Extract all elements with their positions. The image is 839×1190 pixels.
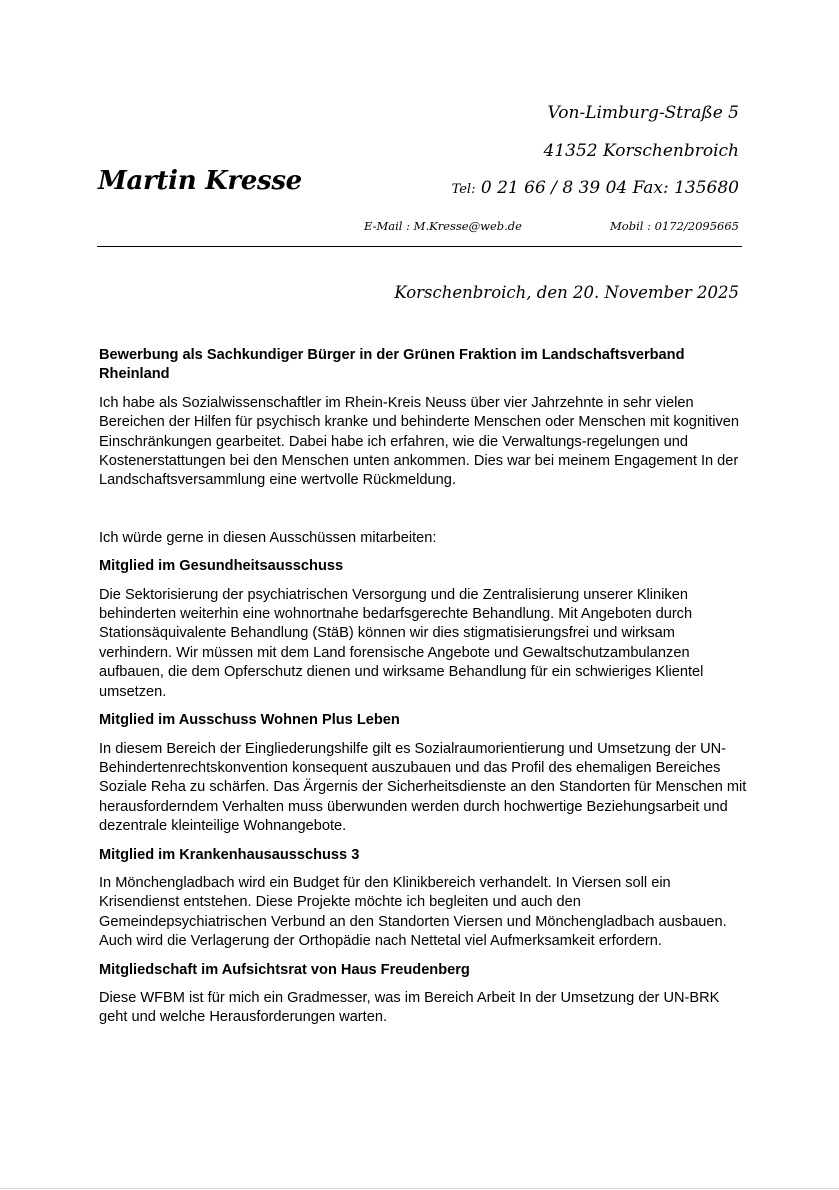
email-address: E-Mail : M.Kresse@web.de (364, 219, 522, 233)
letter-body (99, 346, 749, 1037)
phone-line (452, 178, 739, 198)
date-line: Korschenbroich, den 20. November 2025 (394, 283, 739, 302)
paragraph-gap (99, 500, 749, 529)
committees-intro: Ich würde gerne in diesen Ausschüssen mitarbeiten: (99, 529, 437, 546)
sender-name: Martin Kresse (98, 166, 302, 196)
mobile-number: Mobil : 0172/2095665 (610, 219, 739, 233)
page-bottom-edge (0, 1188, 839, 1189)
section-heading: Mitglied im Gesundheitsausschuss (99, 558, 344, 575)
intro-paragraph: Ich habe als Sozialwissenschaftler im Rhein-Kreis Neuss über vier Jahrzehnte in sehr vielen Bereichen der Hilfen für psychisch kranke und behinderte Menschen oder Menschen mit kognitiven Einschränkungen gearbeitet. Dabei habe ich erfahren, wie die Verwaltungs-regelungen und Kostenerstattungen bei den Menschen unten ankommen. Dies war bei meinem Engagement In der Landschaftsversammlung eine wertvolle Rückmeldung. (99, 394, 740, 489)
subject-heading: Bewerbung als Sachkundiger Bürger in der Grünen Fraktion im Landschaftsverband Rheinland (99, 347, 685, 383)
section-heading: Mitglied im Krankenhausausschuss 3 (99, 846, 360, 863)
section-text: Diese WFBM ist für mich ein Gradmesser, was im Bereich Arbeit In der Umsetzung der UN-BRK geht und welche Herausforderungen warten. (99, 989, 720, 1026)
section-text: In Mönchengladbach wird ein Budget für den Klinikbereich verhandelt. In Viersen soll ein Krisendienst entstehen. Diese Projekte möchte ich begleiten und auch den Gemeindepsychiatrischen Verbund an den Standorten Viersen und Mönchengladbach ausbauen. Auch wird die Verlagerung der Orthopädie nach Nettetal viel Aufmerksamkeit erfordern. (99, 874, 727, 950)
phone-number: 0 21 66 / 8 39 04 Fax: 135680 (480, 178, 739, 198)
address-street: Von-Limburg-Straße 5 (547, 103, 739, 123)
phone-label: Tel: (451, 182, 476, 197)
section-text: In diesem Bereich der Eingliederungshilfe gilt es Sozialraumorientierung und Umsetzung der UN-Behindertenrechtskonvention konsequent auszubauen und das Profil des ehemaligen Bereiches Soziale Reha zu schärfen. Das Ärgernis der Sicherheitsdienste an den Standorten für Menschen mit herausforderndem Verhalten muss überwunden werden durch hochwertige Beziehungsarbeit und dezentrale kleinteilige Wohnangebote. (99, 740, 747, 835)
header-divider (97, 246, 742, 247)
section-text: Die Sektorisierung der psychiatrischen Versorgung und die Zentralisierung unserer Kliniken behinderten weiterhin eine wohnortnahe bedarfsgerechte Behandlung. Mit Angeboten durch Stationsäquivalente Behandlung (StäB) können wir dies stigmatisierungsfrei und wirksam verhindern. Wir müssen mit dem Land forensische Angebote und Gewaltschutzambulanzen aufbauen, die dem Opferschutz dienen und wirksame Behandlung für ein schwieriges Klientel umsetzen. (99, 586, 704, 700)
section-heading: Mitglied im Ausschuss Wohnen Plus Leben (99, 712, 400, 729)
section-heading: Mitgliedschaft im Aufsichtsrat von Haus Freudenberg (99, 961, 470, 978)
address-city: 41352 Korschenbroich (543, 141, 739, 161)
